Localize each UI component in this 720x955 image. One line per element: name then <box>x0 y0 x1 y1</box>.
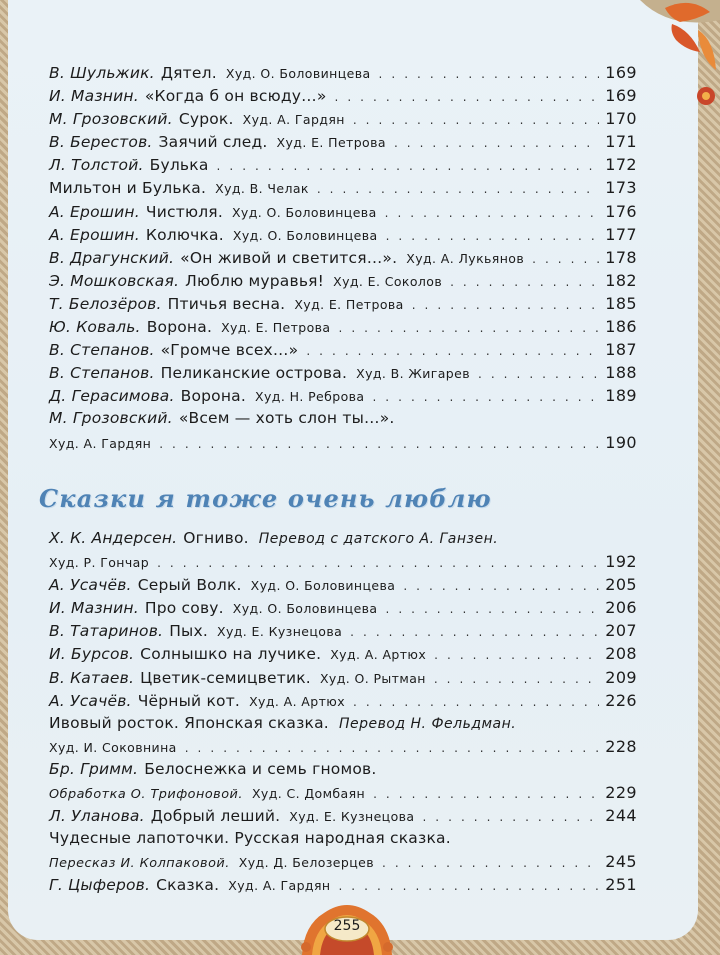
page-number: 255 <box>333 918 361 934</box>
entry-page-number: 251 <box>605 875 637 895</box>
toc-entry <box>49 384 637 407</box>
toc-entry <box>49 573 637 596</box>
toc-entry <box>49 735 637 758</box>
entry-page-number: 169 <box>605 63 637 82</box>
entry-illustrator: Худ. А. Артюх <box>249 693 345 709</box>
entry-illustrator: Худ. Н. Реброва <box>255 389 365 405</box>
section-title: Сказки я тоже очень люблю <box>39 484 492 513</box>
dot-leader <box>306 340 599 363</box>
toc-entry <box>49 804 637 827</box>
toc-entry <box>49 689 637 712</box>
entry-title: Добрый леший. <box>150 807 281 826</box>
toc-entry <box>49 361 637 384</box>
entry-page-number: 209 <box>605 667 637 687</box>
toc-entry <box>49 292 637 315</box>
entry-page-number: 226 <box>605 690 637 710</box>
entry-title: Ворона. <box>180 387 247 406</box>
entry-author: Д. Герасимова. <box>49 387 175 406</box>
dot-leader <box>385 598 599 621</box>
entry-author: Т. Белозёров. <box>49 294 162 313</box>
entry-illustrator: Худ. Р. Гончар <box>49 555 150 571</box>
entry-illustrator: Худ. В. Жигарев <box>356 366 470 382</box>
toc-entry <box>49 84 637 107</box>
dot-leader <box>317 178 599 201</box>
entry-title: Пеликанские острова. <box>160 364 348 383</box>
entry-illustrator: Худ. А. Гардян <box>49 435 152 451</box>
entry-illustrator: Худ. А. Артюх <box>330 647 427 663</box>
entry-page-number: 177 <box>605 224 637 244</box>
toc-entry <box>49 338 637 361</box>
entry-author: Г. Цыферов. <box>49 876 151 895</box>
entry-title: Мильтон и Булька. <box>49 179 207 198</box>
toc-entry <box>49 712 637 735</box>
entry-page-number: 187 <box>605 340 637 360</box>
entry-author: И. Мазнин. <box>49 599 139 618</box>
entry-author: В. Катаев. <box>49 668 135 687</box>
entry-title: Цветик-семицветик. <box>140 668 311 687</box>
toc-entry <box>49 596 637 619</box>
dot-leader <box>373 783 599 806</box>
entry-illustrator: Худ. А. Лукьянов <box>406 250 525 266</box>
entry-title: Серый Волк. <box>137 576 242 595</box>
toc-entry <box>49 850 637 873</box>
entry-page-number: 229 <box>605 783 637 803</box>
entry-title: Люблю муравья! <box>185 271 325 290</box>
dot-leader <box>403 575 599 598</box>
entry-author: В. Драгунский. <box>49 248 175 267</box>
entry-author: М. Грозовский. <box>49 110 173 129</box>
entry-page-number: 245 <box>605 852 637 872</box>
entry-author: В. Степанов. <box>49 341 155 360</box>
dot-leader <box>353 109 599 132</box>
entry-author: В. Берестов. <box>49 133 153 152</box>
entry-author: В. Степанов. <box>49 364 155 383</box>
entry-author: И. Мазнин. <box>49 87 139 106</box>
entry-title: Солнышко на лучике. <box>140 645 322 664</box>
entry-illustrator: Худ. О. Боловинцева <box>232 227 378 243</box>
entry-illustrator: Худ. О. Боловинцева <box>231 204 377 220</box>
dot-leader <box>157 552 599 575</box>
dot-leader <box>412 294 600 317</box>
entry-author: М. Грозовский. <box>49 409 173 428</box>
dot-leader <box>478 363 599 386</box>
entry-illustrator: Худ. В. Челак <box>215 181 309 197</box>
entry-illustrator: Худ. О. Боловинцева <box>250 578 396 594</box>
dot-leader <box>434 644 599 667</box>
entry-illustrator: Худ. Д. Белозерцев <box>238 855 374 871</box>
toc-entry <box>49 873 637 896</box>
entry-title: Ворона. <box>146 318 213 337</box>
dot-leader <box>338 317 599 340</box>
entry-title: Чудесные лапоточки. Русская народная сказка. <box>49 829 451 848</box>
dot-leader <box>159 433 599 456</box>
entry-author: А. Усачёв. <box>49 691 132 710</box>
entry-page-number: 170 <box>605 109 637 129</box>
toc-entry <box>49 550 637 573</box>
entry-illustrator: Худ. О. Рытман <box>319 670 426 686</box>
entry-title: Булька <box>149 156 209 175</box>
entry-illustrator: Худ. Е. Петрова <box>294 296 404 312</box>
entry-title: Сказка. <box>156 876 220 895</box>
toc-entry <box>49 130 637 153</box>
entry-page-number: 185 <box>605 293 637 313</box>
entry-illustrator: Худ. И. Соковнина <box>49 739 177 755</box>
dot-leader <box>394 132 599 155</box>
entry-title: Чистюля. <box>145 202 223 221</box>
entry-illustrator: Худ. Е. Кузнецова <box>216 624 343 640</box>
entry-author: Э. Мошковская. <box>49 271 180 290</box>
entry-author: Бр. Гримм. <box>49 759 139 778</box>
entry-page-number: 190 <box>605 432 637 452</box>
toc-entry <box>49 200 637 223</box>
toc-entry <box>49 246 637 269</box>
entry-title: Дятел. <box>160 64 217 82</box>
entry-page-number: 182 <box>605 270 637 290</box>
toc-entry <box>49 107 637 130</box>
toc-entry <box>49 407 637 430</box>
toc-entry <box>49 431 637 454</box>
toc-entry <box>49 223 637 246</box>
toc-entry <box>49 315 637 338</box>
entry-page-number: 173 <box>605 178 637 198</box>
entry-illustrator: Худ. О. Боловинцева <box>232 601 378 617</box>
entry-author: И. Бурсов. <box>49 645 135 664</box>
entry-title: «Он живой и светится…». <box>180 248 398 267</box>
toc-entry <box>49 527 637 550</box>
entry-title: «Когда б он всюду…» <box>144 87 327 106</box>
entry-note: Перевод с датского А. Ганзен. <box>258 531 499 547</box>
entry-title: Пых. <box>169 622 208 641</box>
entry-note: Пересказ И. Колпаковой. <box>49 856 230 872</box>
dot-leader <box>350 621 599 644</box>
entry-illustrator: Худ. А. Гардян <box>242 112 345 128</box>
entry-title: Чёрный кот. <box>137 691 241 710</box>
entry-note: Перевод Н. Фельдман. <box>338 715 517 732</box>
toc-entry <box>49 666 637 689</box>
entry-title: Колючка. <box>145 225 224 244</box>
dot-leader <box>422 806 599 829</box>
entry-author: В. Татаринов. <box>49 622 164 641</box>
entry-title: «Громче всех…» <box>160 341 299 360</box>
dot-leader <box>450 271 599 294</box>
dot-leader <box>353 691 599 714</box>
dot-leader <box>385 202 600 225</box>
entry-title: Ивовый росток. Японская сказка. <box>49 713 329 732</box>
entry-illustrator: Худ. Е. Соколов <box>333 273 443 289</box>
entry-page-number: 244 <box>605 806 637 826</box>
entry-page-number: 169 <box>605 86 637 106</box>
entry-author: А. Ерошин. <box>49 202 140 221</box>
entry-page-number: 189 <box>605 386 637 406</box>
toc-entry <box>49 758 637 781</box>
toc-entry <box>49 781 637 804</box>
entry-illustrator: Худ. О. Боловинцева <box>225 66 371 81</box>
entry-page-number: 206 <box>605 598 637 618</box>
entry-title: Птичья весна. <box>167 294 286 313</box>
toc-entry <box>49 269 637 292</box>
entry-page-number: 176 <box>605 201 637 221</box>
entry-author: Ю. Коваль. <box>49 318 141 337</box>
entry-page-number: 205 <box>605 575 637 595</box>
dot-leader <box>382 852 599 875</box>
entry-page-number: 228 <box>605 736 637 756</box>
entry-author: Л. Толстой. <box>49 156 144 175</box>
entry-author: А. Усачёв. <box>49 576 132 595</box>
entry-author: А. Ерошин. <box>49 225 140 244</box>
entry-title: Заячий след. <box>158 133 268 152</box>
toc-entry <box>49 827 637 850</box>
entry-illustrator: Худ. А. Гардян <box>228 878 331 894</box>
toc-entry <box>49 619 637 642</box>
entry-illustrator: Худ. Е. Петрова <box>276 135 386 151</box>
dot-leader <box>185 737 600 760</box>
entry-author: Х. К. Андерсен. <box>49 529 178 547</box>
entry-page-number: 188 <box>605 363 637 383</box>
entry-page-number: 208 <box>605 644 637 664</box>
entry-page-number: 172 <box>605 155 637 175</box>
dot-leader <box>386 225 600 248</box>
toc-entry <box>49 176 637 199</box>
entry-title: Сурок. <box>178 110 234 129</box>
entry-page-number: 207 <box>605 621 637 641</box>
entry-page-number: 178 <box>605 247 637 267</box>
entry-page-number: 171 <box>605 132 637 152</box>
dot-leader <box>434 668 599 691</box>
dot-leader <box>372 386 599 409</box>
entry-author: В. Шульжик. <box>49 64 155 82</box>
entry-note: Обработка О. Трифоновой. <box>49 787 243 803</box>
toc-list <box>49 527 637 897</box>
toc-list <box>49 61 637 454</box>
dot-leader <box>217 155 600 178</box>
dot-leader <box>335 86 600 109</box>
entry-illustrator: Худ. Е. Петрова <box>221 320 331 336</box>
entry-title: Огниво. <box>183 529 249 547</box>
entry-title: Про сову. <box>144 599 224 618</box>
toc-entry <box>49 61 637 84</box>
toc-entry <box>49 153 637 176</box>
entry-page-number: 192 <box>605 552 637 572</box>
entry-page-number: 186 <box>605 317 637 337</box>
entry-author: Л. Уланова. <box>49 807 145 826</box>
dot-leader <box>532 248 599 271</box>
entry-illustrator: Худ. С. Домбаян <box>251 786 366 802</box>
entry-title: Белоснежка и семь гномов. <box>144 759 377 778</box>
entry-illustrator: Худ. Е. Кузнецова <box>289 809 415 825</box>
toc-entry <box>49 642 637 665</box>
dot-leader <box>379 63 600 86</box>
entry-title: «Всем — хоть слон ты…». <box>178 409 395 428</box>
